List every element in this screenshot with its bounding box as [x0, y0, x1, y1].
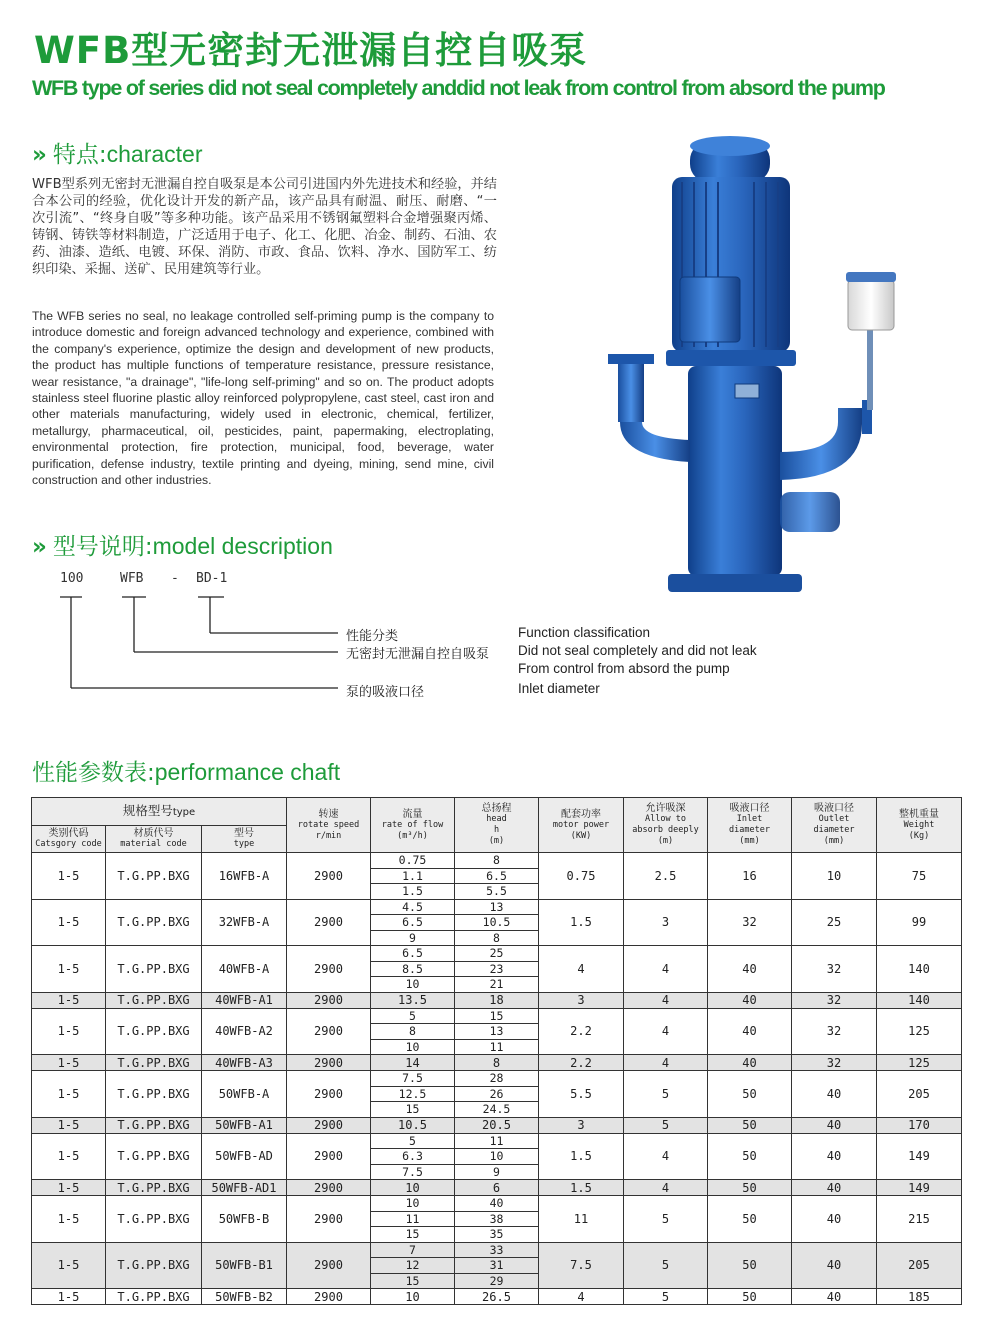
header-power-en: motor power — [552, 819, 610, 830]
flow-cell: 1.1 — [371, 868, 455, 884]
head-cell: 13 — [455, 1024, 539, 1040]
cat-cell: 1-5 — [32, 1289, 106, 1305]
mat-cell: T.G.PP.BXG — [106, 1242, 202, 1289]
head-cell: 31 — [455, 1258, 539, 1274]
weight-cell: 140 — [877, 946, 962, 993]
cat-cell: 1-5 — [32, 853, 106, 900]
header-head-sym: h — [493, 825, 500, 835]
inlet-cell: 40 — [708, 992, 792, 1008]
mat-cell: T.G.PP.BXG — [106, 1196, 202, 1243]
outlet-cell: 40 — [792, 1180, 877, 1196]
speed-cell: 2900 — [287, 899, 371, 946]
suction-cell: 4 — [624, 1008, 708, 1055]
head-cell: 26 — [455, 1086, 539, 1102]
outlet-cell: 32 — [792, 1055, 877, 1071]
header-speed-en: rotate speed — [297, 819, 360, 830]
outlet-cell: 32 — [792, 992, 877, 1008]
head-cell: 20.5 — [455, 1117, 539, 1133]
header-inlet-unit: (mm) — [739, 836, 760, 846]
weight-cell: 185 — [877, 1289, 962, 1305]
chevron-icon: » — [32, 142, 47, 168]
table-row — [32, 1242, 962, 1258]
type-cell: 40WFB-A1 — [202, 992, 287, 1008]
header-cat-cn: 类别代码 — [48, 828, 89, 839]
head-cell: 5.5 — [455, 884, 539, 900]
flow-cell: 0.75 — [371, 853, 455, 869]
table-row — [32, 1133, 962, 1149]
header-inlet — [708, 798, 792, 853]
flow-cell: 15 — [371, 1102, 455, 1118]
type-cell: 50WFB-B1 — [202, 1242, 287, 1289]
head-cell: 13 — [455, 899, 539, 915]
power-cell: 1.5 — [539, 1180, 624, 1196]
cat-cell: 1-5 — [32, 1008, 106, 1055]
weight-cell: 99 — [877, 899, 962, 946]
flow-cell: 4.5 — [371, 899, 455, 915]
character-heading-cn: 特点: — [52, 142, 107, 168]
speed-cell: 2900 — [287, 1196, 371, 1243]
weight-cell: 215 — [877, 1196, 962, 1243]
header-outlet-unit: (mm) — [823, 836, 845, 846]
power-cell: 7.5 — [539, 1242, 624, 1289]
header-suction-cn: 允许吸深 — [645, 803, 686, 814]
header-suction-en2: absorb deeply — [632, 825, 699, 835]
weight-cell: 149 — [877, 1180, 962, 1196]
head-cell: 25 — [455, 946, 539, 962]
head-cell: 33 — [455, 1242, 539, 1258]
performance-table — [31, 797, 962, 1305]
character-text-cn: WFB型系列无密封无泄漏自控自吸泵是本公司引进国内外先进技术和经验，并结合本公司的经验，优化设计开发的新产品，该产品具有耐温、耐压、耐磨、“一次引流”、“终身自吸”等多种功能。该产品采用不锈钢氟塑料合金增强聚丙烯、铸钢、铸铁等材料制造，广泛适用于电子、化工、化肥、冶金、制药、石油、农药、油漆、造纸、电镀、环保、消防、市政、食品、饮料、净水、国防军工、纺织印染、采掘、送矿、民用建筑等行业。 — [32, 177, 497, 278]
character-heading — [32, 136, 202, 169]
head-cell: 24.5 — [455, 1102, 539, 1118]
outlet-cell: 25 — [792, 899, 877, 946]
weight-cell: 125 — [877, 1055, 962, 1071]
table-row — [32, 1055, 962, 1071]
suction-cell: 4 — [624, 946, 708, 993]
head-cell: 21 — [455, 977, 539, 993]
header-head — [455, 798, 539, 853]
outlet-cell: 32 — [792, 946, 877, 993]
suction-cell: 5 — [624, 1196, 708, 1243]
inlet-cell: 50 — [708, 1289, 792, 1305]
power-cell: 1.5 — [539, 899, 624, 946]
head-cell: 40 — [455, 1196, 539, 1212]
speed-cell: 2900 — [287, 1008, 371, 1055]
flow-cell: 15 — [371, 1227, 455, 1243]
inlet-cell: 40 — [708, 1055, 792, 1071]
header-type — [202, 826, 287, 853]
table-row — [32, 1071, 962, 1087]
flow-cell: 6.3 — [371, 1149, 455, 1165]
header-head-unit: (m) — [488, 836, 505, 846]
header-suction-unit: (m) — [657, 836, 674, 846]
cat-cell: 1-5 — [32, 1180, 106, 1196]
head-cell: 10.5 — [455, 915, 539, 931]
type-cell: 40WFB-A — [202, 946, 287, 993]
outlet-cell: 40 — [792, 1071, 877, 1118]
header-type-en: type — [233, 839, 255, 849]
header-head-en: head — [486, 814, 507, 824]
performance-heading — [32, 754, 340, 787]
head-cell: 11 — [455, 1133, 539, 1149]
type-cell: 50WFB-B — [202, 1196, 287, 1243]
inlet-cell: 50 — [708, 1196, 792, 1243]
power-cell: 4 — [539, 946, 624, 993]
power-cell: 5.5 — [539, 1071, 624, 1118]
mat-cell: T.G.PP.BXG — [106, 853, 202, 900]
mat-cell: T.G.PP.BXG — [106, 1180, 202, 1196]
header-weight-en: Weight — [903, 819, 935, 830]
header-mat-cn: 材质代号 — [133, 828, 174, 839]
table-row — [32, 1180, 962, 1196]
weight-cell: 205 — [877, 1242, 962, 1289]
head-cell: 23 — [455, 961, 539, 977]
power-cell: 11 — [539, 1196, 624, 1243]
power-cell: 3 — [539, 992, 624, 1008]
flow-cell: 9 — [371, 930, 455, 946]
model-heading — [32, 528, 333, 561]
header-outlet-en2: diameter — [813, 825, 855, 835]
header-outlet — [792, 798, 877, 853]
flow-cell: 1.5 — [371, 884, 455, 900]
header-flow-unit: (m³/h) — [397, 830, 428, 841]
weight-cell: 205 — [877, 1071, 962, 1118]
header-type-cn: 型号 — [234, 828, 254, 839]
flow-cell: 8.5 — [371, 961, 455, 977]
cat-cell: 1-5 — [32, 946, 106, 993]
inlet-cell: 40 — [708, 946, 792, 993]
suction-cell: 4 — [624, 1055, 708, 1071]
head-cell: 29 — [455, 1273, 539, 1289]
type-cell: 50WFB-AD — [202, 1133, 287, 1180]
suction-cell: 4 — [624, 1180, 708, 1196]
mat-cell: T.G.PP.BXG — [106, 1071, 202, 1118]
inlet-cell: 50 — [708, 1071, 792, 1118]
flow-cell: 5 — [371, 1008, 455, 1024]
header-inlet-en2: diameter — [729, 825, 770, 835]
speed-cell: 2900 — [287, 1180, 371, 1196]
flow-cell: 10 — [371, 1289, 455, 1305]
type-cell: 40WFB-A2 — [202, 1008, 287, 1055]
header-speed-cn: 转速 — [318, 808, 339, 820]
cat-cell: 1-5 — [32, 992, 106, 1008]
label-inlet-en: Inlet diameter — [518, 681, 600, 696]
header-speed — [287, 798, 371, 853]
outlet-cell: 40 — [792, 1242, 877, 1289]
model-heading-en: model description — [152, 533, 333, 559]
header-power-cn: 配套功率 — [561, 808, 601, 820]
mat-cell: T.G.PP.BXG — [106, 1289, 202, 1305]
inlet-cell: 50 — [708, 1133, 792, 1180]
type-cell: 50WFB-A1 — [202, 1117, 287, 1133]
header-outlet-en1: Outlet — [818, 814, 850, 824]
head-cell: 35 — [455, 1227, 539, 1243]
weight-cell: 170 — [877, 1117, 962, 1133]
header-weight-cn: 整机重量 — [899, 808, 939, 820]
cat-cell: 1-5 — [32, 1071, 106, 1118]
flow-cell: 12.5 — [371, 1086, 455, 1102]
label-pump-en-1: Did not seal completely and did not leak — [518, 643, 757, 658]
header-weight-unit: (Kg) — [908, 830, 930, 841]
model-code-dash: - — [171, 571, 179, 586]
table-row — [32, 1008, 962, 1024]
header-power-unit: (KW) — [570, 830, 592, 841]
head-cell: 6 — [455, 1180, 539, 1196]
suction-cell: 2.5 — [624, 853, 708, 900]
header-mat-en: material code — [120, 839, 187, 849]
header-power — [539, 798, 624, 853]
header-flow-cn: 流量 — [402, 808, 423, 820]
page-title: WFB型无密封无泄漏自控自吸泵 — [34, 29, 588, 72]
mat-cell: T.G.PP.BXG — [106, 1055, 202, 1071]
table-row — [32, 853, 962, 869]
table-row — [32, 946, 962, 962]
header-suction — [624, 798, 708, 853]
table-row — [32, 899, 962, 915]
speed-cell: 2900 — [287, 992, 371, 1008]
flow-cell: 8 — [371, 1024, 455, 1040]
flow-cell: 7.5 — [371, 1071, 455, 1087]
flow-cell: 10 — [371, 1039, 455, 1055]
label-pump-en-2: From control from absord the pump — [518, 661, 730, 676]
power-cell: 4 — [539, 1289, 624, 1305]
flow-cell: 10.5 — [371, 1117, 455, 1133]
cat-cell: 1-5 — [32, 1055, 106, 1071]
speed-cell: 2900 — [287, 946, 371, 993]
model-code-diameter: 100 — [60, 571, 84, 586]
mat-cell: T.G.PP.BXG — [106, 1133, 202, 1180]
head-cell: 18 — [455, 992, 539, 1008]
header-cat — [32, 826, 106, 853]
label-inlet-cn: 泵的吸液口径 — [346, 685, 425, 700]
header-mat — [106, 826, 202, 853]
suction-cell: 5 — [624, 1071, 708, 1118]
header-speed-unit: r/min — [315, 830, 342, 841]
speed-cell: 2900 — [287, 853, 371, 900]
outlet-cell: 40 — [792, 1133, 877, 1180]
header-spec-en: type — [172, 806, 196, 818]
flow-cell: 10 — [371, 1180, 455, 1196]
head-cell: 15 — [455, 1008, 539, 1024]
character-heading-en: character — [106, 141, 203, 167]
power-cell: 0.75 — [539, 853, 624, 900]
flow-cell: 5 — [371, 1133, 455, 1149]
suction-cell: 4 — [624, 992, 708, 1008]
suction-cell: 5 — [624, 1242, 708, 1289]
header-inlet-cn: 吸液口径 — [729, 803, 770, 814]
outlet-cell: 40 — [792, 1196, 877, 1243]
header-spec — [32, 798, 287, 826]
head-cell: 6.5 — [455, 868, 539, 884]
table-row — [32, 992, 962, 1008]
head-cell: 26.5 — [455, 1289, 539, 1305]
speed-cell: 2900 — [287, 1133, 371, 1180]
inlet-cell: 32 — [708, 899, 792, 946]
page-subtitle: WFB type of series did not seal completely anddid not leak from control from absord the pump — [32, 76, 885, 100]
cat-cell: 1-5 — [32, 1242, 106, 1289]
inlet-cell: 50 — [708, 1180, 792, 1196]
label-function-cn: 性能分类 — [346, 629, 399, 644]
header-spec-cn: 规格型号 — [122, 802, 173, 818]
label-pump-cn: 无密封无泄漏自控自吸泵 — [346, 647, 490, 662]
pump-image — [580, 122, 910, 602]
model-code-series: WFB — [120, 571, 144, 586]
power-cell: 2.2 — [539, 1008, 624, 1055]
table-row — [32, 1117, 962, 1133]
header-weight — [877, 798, 962, 853]
outlet-cell: 10 — [792, 853, 877, 900]
character-text-en: The WFB series no seal, no leakage controlled self-priming pump is the company to introduce domestic and foreign advanced technology and experience, combined with the company's experience, optimize the design and development of new products, the product has multiple functions of temperature resistance, pressure resistance, wear resistance, "a drainage", "life-long self-priming" and so on. The product adopts stainless steel fluorine plastic alloy reinforced polypropylene, cast steel, cast iron and other materials manufacturing, widely used in electronic, chemical, fertilizer, metallurgy, pharmaceutical, oil, pesticides, paint, papermaking, electroplating, environmental protection, fire protection, municipal, food, beverage, water purification, defense industry, textile printing and dyeing, mining, send mine, civil construction and other industries. — [32, 309, 494, 488]
head-cell: 8 — [455, 930, 539, 946]
flow-cell: 11 — [371, 1211, 455, 1227]
suction-cell: 3 — [624, 899, 708, 946]
type-cell: 50WFB-A — [202, 1071, 287, 1118]
cat-cell: 1-5 — [32, 1117, 106, 1133]
head-cell: 38 — [455, 1211, 539, 1227]
outlet-cell: 40 — [792, 1289, 877, 1305]
inlet-cell: 50 — [708, 1117, 792, 1133]
head-cell: 8 — [455, 1055, 539, 1071]
mat-cell: T.G.PP.BXG — [106, 1117, 202, 1133]
mat-cell: T.G.PP.BXG — [106, 946, 202, 993]
flow-cell: 12 — [371, 1258, 455, 1274]
header-suction-en1: Allow to — [645, 814, 686, 824]
speed-cell: 2900 — [287, 1117, 371, 1133]
speed-cell: 2900 — [287, 1071, 371, 1118]
flow-cell: 7 — [371, 1242, 455, 1258]
head-cell: 11 — [455, 1039, 539, 1055]
header-outlet-cn: 吸液口径 — [814, 803, 854, 814]
flow-cell: 10 — [371, 977, 455, 993]
type-cell: 32WFB-A — [202, 899, 287, 946]
type-cell: 40WFB-A3 — [202, 1055, 287, 1071]
cat-cell: 1-5 — [32, 1133, 106, 1180]
chevron-icon: » — [32, 534, 47, 560]
suction-cell: 4 — [624, 1133, 708, 1180]
head-cell: 8 — [455, 853, 539, 869]
header-flow-en: rate of flow — [381, 819, 444, 830]
cat-cell: 1-5 — [32, 899, 106, 946]
cat-cell: 1-5 — [32, 1196, 106, 1243]
flow-cell: 15 — [371, 1273, 455, 1289]
performance-table-body — [32, 853, 962, 1305]
table-row — [32, 1289, 962, 1305]
weight-cell: 149 — [877, 1133, 962, 1180]
flow-cell: 10 — [371, 1196, 455, 1212]
suction-cell: 5 — [624, 1117, 708, 1133]
performance-heading-en: performance chaft — [154, 759, 341, 785]
mat-cell: T.G.PP.BXG — [106, 899, 202, 946]
weight-cell: 125 — [877, 1008, 962, 1055]
performance-heading-cn: 性能参数表: — [32, 760, 155, 786]
head-cell: 9 — [455, 1164, 539, 1180]
header-head-cn: 总扬程 — [481, 803, 512, 814]
head-cell: 28 — [455, 1071, 539, 1087]
weight-cell: 75 — [877, 853, 962, 900]
speed-cell: 2900 — [287, 1289, 371, 1305]
flow-cell: 6.5 — [371, 946, 455, 962]
suction-cell: 5 — [624, 1289, 708, 1305]
mat-cell: T.G.PP.BXG — [106, 1008, 202, 1055]
power-cell: 1.5 — [539, 1133, 624, 1180]
outlet-cell: 40 — [792, 1117, 877, 1133]
head-cell: 10 — [455, 1149, 539, 1165]
speed-cell: 2900 — [287, 1055, 371, 1071]
inlet-cell: 40 — [708, 1008, 792, 1055]
header-cat-en: Catsgory code — [35, 839, 102, 849]
table-row — [32, 1196, 962, 1212]
model-heading-cn: 型号说明: — [52, 534, 153, 560]
model-code-function: BD-1 — [196, 571, 228, 586]
inlet-cell: 16 — [708, 853, 792, 900]
power-cell: 2.2 — [539, 1055, 624, 1071]
inlet-cell: 50 — [708, 1242, 792, 1289]
mat-cell: T.G.PP.BXG — [106, 992, 202, 1008]
type-cell: 16WFB-A — [202, 853, 287, 900]
flow-cell: 7.5 — [371, 1164, 455, 1180]
type-cell: 50WFB-B2 — [202, 1289, 287, 1305]
weight-cell: 140 — [877, 992, 962, 1008]
header-flow — [371, 798, 455, 853]
label-function-en: Function classification — [518, 625, 651, 640]
flow-cell: 6.5 — [371, 915, 455, 931]
power-cell: 3 — [539, 1117, 624, 1133]
flow-cell: 14 — [371, 1055, 455, 1071]
header-inlet-en1: Inlet — [736, 814, 763, 824]
flow-cell: 13.5 — [371, 992, 455, 1008]
speed-cell: 2900 — [287, 1242, 371, 1289]
type-cell: 50WFB-AD1 — [202, 1180, 287, 1196]
outlet-cell: 32 — [792, 1008, 877, 1055]
